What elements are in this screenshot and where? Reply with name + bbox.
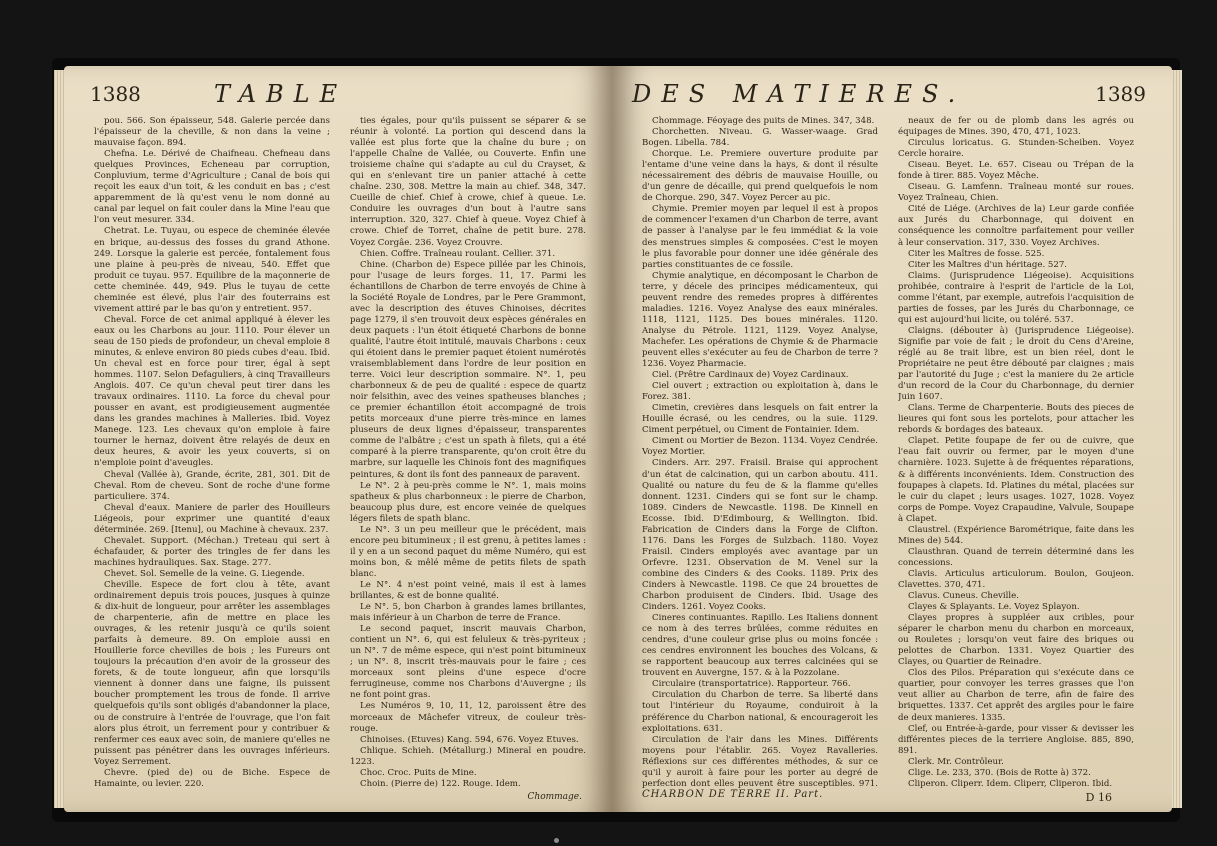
right-column-1 [642, 116, 878, 788]
index-entry: ties égales, pour qu'ils puissent se séparer & se réunir à volonté. La portion qui descend dans la vallée est plus forte que la chaîne du bure ; on l'appelle Chaîne de Vallée, ou Couverte. Enfin une troisieme chaîne qui s'adapte au cul du Crayset, & qui en s'enlevant tire un panier attaché à cette chaîne. 230, 308. Mettre la main au chief. 348, 347. Cueille de chief. Chief à crowe, chief à queue. Le. Conduire les ouvrages d'un bout à l'autre sans interruption. 320, 327. Chief à queue. Voyez Chief à crowe. Chief de Torret, chaîne de petit bure. 278. Voyez Corgâe. 236. Voyez Crouvre. [350, 116, 586, 248]
index-entry: Cheval d'eaux. Maniere de parler des Houilleurs Liégeois, pour exprimer une quantité d'eaux déterminée. 269. [Itenu], ou Machine à chevaux. 237. [94, 502, 330, 535]
index-entry: neaux de fer ou de plomb dans les agrés ou équipages de Mines. 390, 470, 471, 1023. [898, 116, 1134, 138]
index-entry: Chien. Coffre. Traîneau roulant. Cellier. 371. [360, 248, 556, 259]
index-entry: Choc. Croc. Puits de Mine. [360, 767, 477, 778]
index-entry: Chevet. Sol. Semelle de la veine. G. Liegende. [104, 568, 305, 579]
index-entry: Chefna. Le. Dérivé de Chaifneau. Chefneau dans quelques Provinces, Echeneau par corruption, Conpluvium, terme d'Agriculture ; Canal de bois qui reçoit les eaux d'un toit, & les conduit en bas ; c'est apparemment de là qu'est venu le nom donné au canal par lequel on fait couler dans la Mine l'eau que l'on veut mesurer. 334. [94, 149, 330, 226]
index-entry: Cinders. Arr. 297. Fraisil. Braise qui approchent d'un état de calcination, qui un carbon aboutu. 411. Qualité ou nature du feu de & la flamme qu'elles donnent. 1231. Cinders qui se font sur le champ. 1089. Cinders de Newcastle. 1198. De Kinnell en Ecosse. Ibid. D'Edimbourg, & Wellington. Ibid. Fabrication de Cinders dans la Forge de Clifton. 1176. Dans les Forges de Sulzbach. 1180. Voyez Fraisil. Cinders employés avec avantage par un Orfevre. 1231. Observation de M. Venel sur la combine des Cinders & des Cooks. 1189. Prix des Cinders à Newcastle. 1198. Ce que 24 brouettes de Charbon produisent de Cinders. Ibid. Usage des Cinders. 1261. Voyez Cooks. [642, 458, 878, 613]
index-entry: Chetrat. Le. Tuyau, ou espece de cheminée élevée en brique, au-dessus des fosses du grand Athone. 249. Lorsque la galerie est percée, fontalement fous une plaine à peu-près de niveau, 540. Effet que produit ce tuyau. 957. Equilibre de la maçonnerie de cette cheminée. 449, 949. Plus le tuyau de cette cheminée est élevé, plus l'air des fouterrains est vivement attiré par le bas qu'on y entretient. 957. [94, 226, 330, 314]
index-entry: Citer les Maîtres de fosse. 525. [908, 248, 1045, 259]
viewer-dot-indicator [554, 838, 559, 843]
index-entry: Circulaire (transportatrice). Rapporteur. 766. [652, 679, 851, 690]
index-entry: Choin. (Pierre de) 122. Rouge. Idem. [360, 778, 521, 788]
index-entry: Clef, ou Entrée-à-garde, pour visser & devisser les différentes pieces de la terriere Angloise. 885, 890, 891. [898, 723, 1134, 756]
right-page-number: 1389 [1095, 82, 1146, 106]
index-entry: Citer les Maîtres d'un héritage. 527. [908, 259, 1068, 270]
index-entry: Chinoises. (Etuves) Kang. 594, 676. Voyez Etuves. [360, 734, 579, 745]
index-entry: Chevre. (pied de) ou de Biche. Espece de Hamainte, ou levier. 220. [94, 767, 330, 788]
index-entry: Chymie. Premier moyen par lequel il est à propos de commencer l'examen d'un Charbon de terre, avant de passer à l'analyse par le feu immédiat & la voie des menstrues simples & composées. C'est le moyen le plus favorable pour donner une idée générale des parties constituantes de ce fossile. [642, 204, 878, 270]
left-column-2 [350, 116, 586, 788]
index-entry: Clerk. Mr. Contrôleur. [908, 756, 1004, 767]
index-entry: Circulation du Charbon de terre. Sa liberté dans tout l'intérieur du Royaume, conduiroit à la préférence du Charbon national, & encourageroit les exploitations. 631. [642, 690, 878, 734]
index-entry: Ciseau. Beyet. Le. 657. Ciseau ou Trépan de la fonde à tirer. 885. Voyez Mêche. [898, 160, 1134, 182]
index-entry: Cheval (Vallée à), Grande, écrite, 281, 301. Dit de Cheval. Rom de cheveu. Sont de roche d'une forme particuliere. 374. [94, 469, 330, 502]
index-entry: Chommage. Féoyage des puits de Mines. 347, 348. [652, 116, 875, 126]
index-entry: Cliperon. Cliperr. Idem. Cliperr, Cliperon. Ibid. [908, 778, 1113, 788]
index-entry: Les Numéros 9, 10, 11, 12, paroissent être des morceaux de Mâchefer vitreux, de couleur très-rouge. [350, 701, 586, 734]
index-entry: Ciel ouvert ; extraction ou exploitation à, dans le Forez. 381. [642, 381, 878, 403]
index-entry: Clayes & Splayants. Le. Voyez Splayon. [908, 602, 1080, 613]
index-entry: Clapet. Petite foupape de fer ou de cuivre, que l'eau fait ouvrir ou fermer, par le moyen d'une charnière. 1023. Sujette à de fréquentes réparations, & à différents inconvénients. Idem. Construction des foupapes à clapets. Id. Platines du métal, placées sur le cuir du clapet ; leurs usages. 1027, 1028. Voyez corps de Pompe. Voyez Crapaudine, Valvule, Soupape à Clapet. [898, 436, 1134, 524]
index-entry: Claims. (Jurisprudence Liégeoise). Acquisitions prohibée, contraire à l'esprit de l'article de la Loi, comme l'étant, par exemple, autrefois l'acquisition de parties de fosses, par les Jurés du Charbonnage, ce qui est aujourd'hui licite, ou toléré. 537. [898, 270, 1134, 325]
index-entry: Ciment ou Mortier de Bezon. 1134. Voyez Cendrée. Voyez Mortier. [642, 436, 878, 458]
index-entry: Le N°. 5, bon Charbon à grandes lames brillantes, mais inférieur à un Charbon de terre de France. [350, 602, 586, 624]
index-entry: Claustrel. (Expérience Barométrique, faite dans les Mines de) 544. [898, 524, 1134, 546]
index-entry: Cheval. Force de cet animal appliqué à élever les eaux ou les Charbons au jour. 1110. Pour élever un seau de 150 pieds de profondeur, un cheval emploie 8 minutes, & enleve environ 80 pieds cubes d'eau. Ibid. Un cheval est en force pour tirer, égal à sept hommes. 1107. Selon Defaguliers, à cinq Travailleurs Anglois. 407. Ce qu'un cheval peut tirer dans les travaux ordinaires. 1110. La force du cheval pour pousser en avant, est prodigieusement augmentée dans les grandes machines à Malleries. Ibid. Voyez Manege. 123. Les chevaux qu'on emploie à faire tourner le hernaz, doivent être relayés de deux en deux heures, & avoir les yeux couverts, si on n'emploie point d'aveugles. [94, 314, 330, 469]
right-running-head [612, 80, 1172, 108]
index-entry: Clige. Le. 233, 370. (Bois de Rotte à) 372. [908, 767, 1091, 778]
right-footer-title: CHARBON DE TERRE II. Part. [642, 789, 824, 800]
right-column-2 [898, 116, 1134, 788]
left-column-1 [94, 116, 330, 788]
index-entry: Clans. Terme de Charpenterie. Bouts des pieces de lieures qui font sous les portelots, pour attacher les rebords & bordages des bateaux. [898, 403, 1134, 436]
index-entry: Circulation de l'air dans les Mines. Différents moyens pour l'établir. 265. Voyez Ravalleries. Réflexions sur ces différentes méthodes, & sur ce qu'il y auroit à faire pour les porter au degré de perfection dont elles peuvent être susceptibles. 971. [642, 734, 878, 788]
left-page [64, 66, 612, 812]
index-entry: Chine. (Charbon de) Espece pillée par les Chinois, pour l'usage de leurs forges. 11, 17. Parmi les échantillons de Charbon de terre envoyés de Chine à la Société Royale de Londres, par le Pere Grammont, avec la description des étuves Chinoises, décrites page 1279, il s'en trouvoit deux espèces générales en deux paquets : l'un étoit étiqueté Charbons de bonne qualité, l'autre étoit intitulé, mauvais Charbons : ceux qui étoient dans le premier paquet étoient numérotés vraisemblablement dans l'ordre de leur position en terre. Voici leur description sommaire. N°. 1, peu charbonneux & de peu de qualité : espece de quartz noir felsithin, avec des veines spatheuses blanches ; ce premier échantillon étoit accompagné de trois petits morceaux d'une pierre très-mince en lames pluseurs de deux lignes d'épaisseur, transparentes comme de l'albâtre ; c'est un spath à filets, qui a été comparé à la pierre transparente, qu'on croit être du marbre, sur laquelle les Chinois font des magnifiques peintures, & dont ils font des panneaux de paravent. [350, 259, 586, 480]
left-catchword: Chommage. [527, 792, 582, 802]
index-entry: Chorque. Le. Premiere ouverture produite par l'entame d'une veine dans la hays, & dont il résulte nécessairement des débris de mauvaise Houille, ou d'un genre de décaille, qui prend quelquefois le nom de Chorque. 290, 347. Voyez Percer au pic. [642, 149, 878, 204]
index-entry: Le second paquet, inscrit mauvais Charbon, contient un N°. 6, qui est feluleux & très-pyriteux ; un N°. 7 de même espece, qui n'est point bitumineux ; un N°. 8, inscrit très-mauvais pour le faire ; ces morceaux sont pleins d'une espece d'ocre ferrugineuse, comme nos Charbons d'Auvergne ; ils ne font point gras. [350, 624, 586, 701]
right-signature-mark: D 16 [1085, 791, 1112, 804]
index-entry: Chevalet. Support. (Méchan.) Treteau qui sert à échafauder, & porter des tringles de fer dans les machines hydrauliques. Sax. Stage. 277. [94, 535, 330, 568]
index-entry: Chorchetten. Niveau. G. Wasser-waage. Grad Bogen. Libella. 784. [642, 127, 878, 149]
index-entry: Le N°. 3 un peu meilleur que le précédent, mais encore peu bitumineux ; il est grenu, à petites lames : il y en a un second paquet du même Numéro, qui est moins bon, & mêlé même de petits filets de spath blanc. [350, 524, 586, 579]
index-entry: Circulus loricatus. G. Stunden-Scheiben. Voyez Cercle horaire. [898, 138, 1134, 160]
index-entry: Chlique. Schieh. (Métallurg.) Mineral en poudre. 1223. [350, 745, 586, 767]
index-entry: Cineres continuantes. Rapillo. Les Italiens donnent ce nom à des terres brûlées, comme réduites en cendres, d'une couleur grise plus ou moins foncée : ces cendres environnent les bouches des Volcans, & se rapportent beaucoup aux terres calcinées qui se trouvent en Auvergne, 157. & à la Pozzolane. [642, 613, 878, 679]
index-entry: Chymie analytique, en décomposant le Charbon de terre, y décele des principes médicamenteux, qui peuvent rendre des remedes propres à différentes maladies. 1216. Voyez Analyse des eaux minérales. 1118, 1121, 1125. Des boues minérales. 1120. Analyse du Pétrole. 1121, 1129. Voyez Analyse, Machefer. Les opérations de Chymie & de Pharmacie peuvent elles s'exécuter au feu de Charbon de terre ? 1236. Voyez Pharmacie. [642, 270, 878, 370]
index-entry: Cheville. Espece de fort clou à tête, avant ordinairement depuis trois pouces, jusques à quinze & dix-huit de longueur, pour arrêter les assemblages de charpenterie, afin de mettre en place les ouvrages, & les retenir jusqu'à ce qu'ils soient parfaits à demeure. 89. On emploie aussi en Houillerie force chevilles de bois ; les Fureurs ont toujours la précaution d'en avoir de la grosseur des forets, & de toute longueur, afin que lorsqu'ils viennent à donner dans une faigne, ils puissent boucher promptement les trous de fonde. Il arrive quelquefois qu'ils sont obligés d'abandonner la place, ou de construire à l'entrée de l'ouvrage, que l'on fait alors plus étroit, un ferrement pour y contribuer & renfermer ces eaux avec soin, de maniere qu'elles ne puissent pas pénétrer dans les ouvrages inférieurs. Voyez Serrement. [94, 579, 330, 767]
index-entry: Le N°. 4 n'est point veiné, mais il est à lames brillantes, & est de bonne qualité. [350, 579, 586, 602]
left-running-head [64, 80, 612, 108]
index-entry: Le N°. 2 à peu-près comme le N°. 1, mais moins spatheux & plus charbonneux : le pierre de Charbon, beaucoup plus dure, est encore veinée de quelques légers filets de spath blanc. [350, 480, 586, 524]
right-page [612, 66, 1172, 812]
right-running-title: DES MATIERES. [632, 80, 966, 108]
index-entry: Clayes propres à suppléer aux cribles, pour séparer le charbon menu du charbon en morceaux, ou Rouletes ; lorsqu'on veut faire des briques ou pelottes de Charbon. 1331. Voyez Quartier des Clayes, ou Quartier de Reinadre. [898, 613, 1134, 668]
index-entry: Cité de Liége. (Archives de la) Leur garde confiée aux Jurés du Charbonnage, qui doivent en conséquence les connoître parfaitement pour veiller à leur conservation. 317, 330. Voyez Archives. [898, 204, 1134, 248]
index-entry: Ciel. (Prêtre Cardinaux de) Voyez Cardinaux. [652, 370, 849, 381]
index-entry: Clavus. Cuneus. Cheville. [908, 591, 1019, 602]
index-entry: Ciseau. G. Lamfenn. Traîneau monté sur roues. Voyez Traîneau, Chien. [898, 182, 1134, 204]
index-entry: Cimetin, crevières dans lesquels on fait entrer la Houille écrasé, ou les cendres, ou la suie. 1129. Ciment perpétuel, ou Ciment de Fontainier. Idem. [642, 403, 878, 436]
index-entry: Clausthran. Quand de terrein déterminé dans les concessions. [898, 546, 1134, 568]
index-entry: Clavis. Articulus articulorum. Boulon, Goujeon. Clavettes. 370, 471. [898, 568, 1134, 590]
index-entry: Clos des Pilos. Préparation qui s'exécute dans ce quartier, pour convoyer les terres grasses que l'on veut allier au Charbon de terre, afin de faire des briquettes. 1337. Cet apprêt des argiles pour le faire de deux manieres. 1335. [898, 668, 1134, 723]
index-entry: Claigns. (débouter à) (Jurisprudence Liégeoise). Signifie par voie de fait ; le droit du Cens d'Areine, réglé au 8e trait libre, est un bien réel, dont le Propriétaire ne peut être débouté par claignes ; mais par l'autorité du Juge ; c'est la maniere du 2e article d'un record de la Cour du Charbonnage, du dernier Juin 1607. [898, 325, 1134, 403]
index-entry: pou. 566. Son épaisseur, 548. Galerie percée dans l'épaisseur de la cheville, & non dans la veine ; mauvaise façon. 894. [94, 116, 330, 149]
left-page-number: 1388 [90, 82, 141, 106]
left-running-title: TABLE [214, 80, 348, 108]
